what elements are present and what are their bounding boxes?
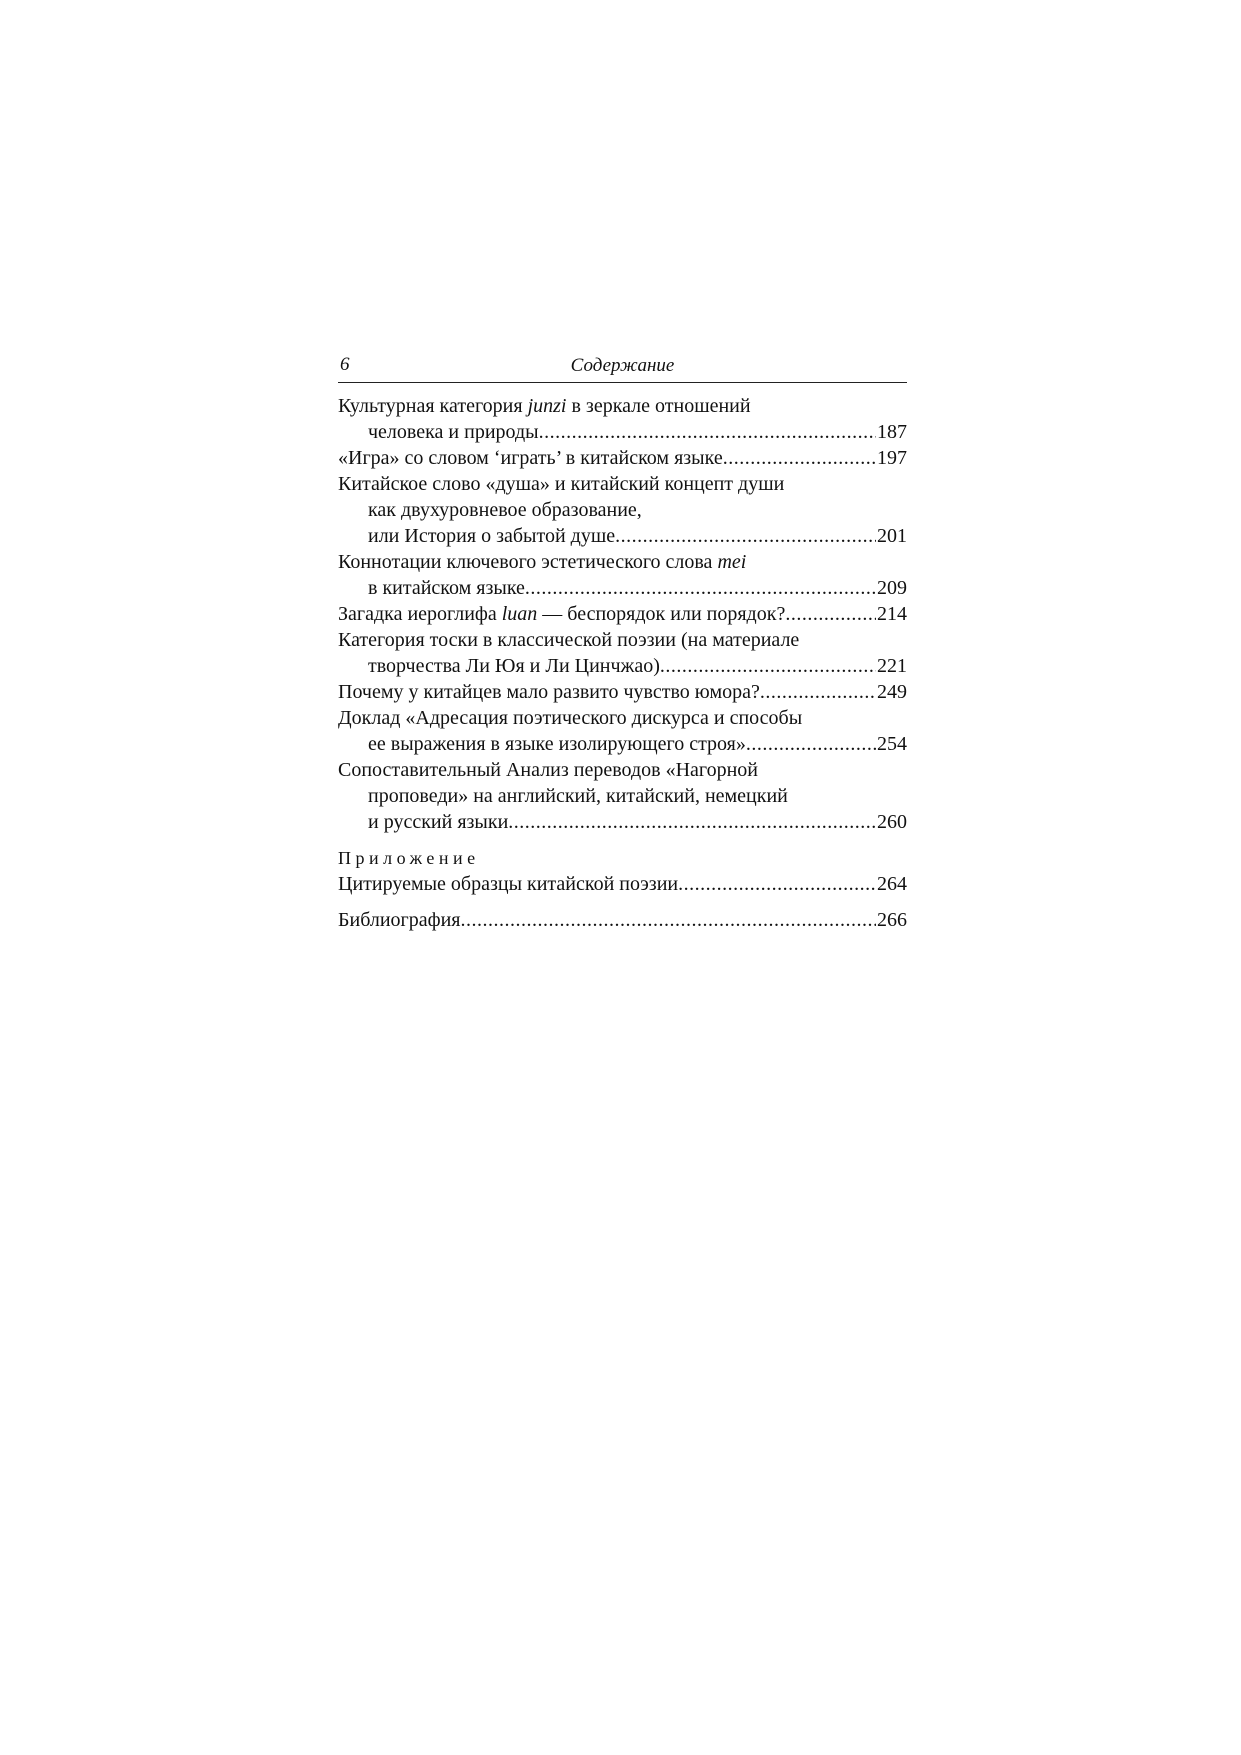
toc-entry-title: [338, 445, 723, 471]
title-text: Категория тоски в классической поэзии (на материале: [338, 629, 800, 651]
title-text: Библиография: [338, 909, 461, 931]
title-text: — беспорядок или порядок?: [537, 603, 786, 625]
toc-entry-title: [338, 707, 802, 729]
toc-entry: [338, 471, 907, 549]
toc-entry-title: [338, 551, 746, 573]
toc-entry: [338, 601, 907, 627]
title-text: Доклад «Адресация поэтического дискурса и способы: [338, 707, 803, 729]
toc-entry-line: [338, 653, 907, 679]
dot-leader: [508, 809, 876, 835]
toc-entry-line: [338, 871, 907, 897]
toc-entry-title: [368, 731, 746, 757]
toc-entry-line: [338, 705, 907, 731]
toc-entry-line: [338, 731, 907, 757]
appendix-heading: Приложение: [338, 848, 480, 868]
toc-entry-page-number: 249: [877, 681, 907, 703]
toc-entry-title: [338, 679, 760, 705]
page-number: 6: [340, 354, 350, 375]
toc-entry: [338, 705, 907, 757]
toc-entry: [338, 757, 907, 835]
title-text: в зеркале отношений: [566, 395, 751, 417]
dot-leader: [678, 871, 876, 897]
toc-entry-title: [338, 395, 751, 417]
toc-entry-title: [338, 907, 461, 933]
title-text: проповеди» на английский, китайский, немецкий: [368, 785, 788, 807]
title-text: Коннотации ключевого эстетического слова: [338, 551, 718, 573]
toc-entry-list: [338, 393, 907, 835]
toc-entry: [338, 679, 907, 705]
italic-term: mei: [717, 551, 747, 573]
dot-leader: [723, 445, 876, 471]
toc-entry: [338, 445, 907, 471]
title-text: как двухуровневое образование,: [368, 499, 642, 521]
title-text: ее выражения в языке изолирующего строя»: [368, 733, 746, 755]
toc-entry-line: [338, 783, 907, 809]
toc-entry-line: [338, 445, 907, 471]
title-text: Почему у китайцев мало развито чувство юмора?: [338, 681, 760, 703]
title-text: творчества Ли Юя и Ли Цинчжао): [368, 655, 660, 677]
toc-entry-line: [338, 907, 907, 933]
toc-entry-title: [338, 759, 758, 781]
toc-entry-line: [338, 471, 907, 497]
dot-leader: [539, 419, 876, 445]
toc-entry-title: [368, 419, 539, 445]
dot-leader: [660, 653, 876, 679]
toc-entry-title: [368, 809, 508, 835]
dot-leader: [785, 601, 876, 627]
toc-entry-title: [368, 523, 615, 549]
italic-term: luan: [501, 603, 538, 625]
toc-entry-line: [338, 419, 907, 445]
appendix-entry-container: [338, 871, 907, 897]
title-text: человека и природы: [368, 421, 539, 443]
dot-leader: [760, 679, 876, 705]
dot-leader: [461, 907, 877, 933]
toc-entry-title: [368, 575, 525, 601]
toc-entry-line: [338, 757, 907, 783]
toc-entry-title: [368, 785, 788, 807]
toc-entry-line: [338, 575, 907, 601]
toc-entry-title: [338, 629, 799, 651]
toc-entry-page-number: 214: [877, 603, 907, 625]
running-header: [338, 352, 907, 383]
title-text: «Игра» со словом ‘играть’ в китайском языке: [338, 447, 723, 469]
title-text: Цитируемые образцы китайской поэзии: [338, 873, 679, 895]
toc-entry-page-number: 266: [877, 909, 907, 931]
toc-entry-title: [368, 653, 660, 679]
title-text: Загадка иероглифа: [338, 603, 502, 625]
toc-entry-line: [338, 627, 907, 653]
dot-leader: [746, 731, 876, 757]
title-text: в китайском языке: [368, 577, 525, 599]
title-text: и русский языки: [368, 811, 509, 833]
toc-entry-line: [338, 601, 907, 627]
title-text: Культурная категория: [338, 395, 528, 417]
toc-entry-page-number: 221: [877, 655, 907, 677]
toc-entry-title: [338, 601, 785, 627]
toc-entry-title: [338, 871, 678, 897]
toc-entry-appendix: [338, 871, 907, 897]
toc-entry-line: [338, 497, 907, 523]
toc-entry-line: [338, 393, 907, 419]
toc-entry-bibliography: [338, 907, 907, 933]
toc-entry-page-number: 209: [877, 577, 907, 599]
toc-entry-page-number: 264: [877, 873, 907, 895]
dot-leader: [615, 523, 876, 549]
dot-leader: [525, 575, 876, 601]
toc-entry: [338, 627, 907, 679]
bibliography-entry-container: [338, 907, 907, 933]
toc-entry: [338, 393, 907, 445]
toc-entry-line: [338, 523, 907, 549]
toc-entry-title: [368, 499, 642, 521]
title-text: Сопоставительный Анализ переводов «Нагорной: [338, 759, 759, 781]
italic-term: junzi: [527, 395, 567, 417]
toc-entry-line: [338, 549, 907, 575]
toc-entry-line: [338, 679, 907, 705]
toc-entry-page-number: 201: [877, 525, 907, 547]
toc-entry-line: [338, 809, 907, 835]
toc-entry-page-number: 187: [877, 421, 907, 443]
toc-entry-page-number: 254: [877, 733, 907, 755]
section-title: Содержание: [570, 355, 675, 376]
title-text: Китайское слово «душа» и китайский концепт души: [338, 473, 785, 495]
table-of-contents-page: [338, 352, 907, 933]
title-text: или История о забытой душе: [368, 525, 616, 547]
toc-entry-page-number: 260: [877, 811, 907, 833]
toc-entry-page-number: 197: [877, 447, 907, 469]
toc-entry-title: [338, 473, 784, 495]
toc-entry: [338, 549, 907, 601]
